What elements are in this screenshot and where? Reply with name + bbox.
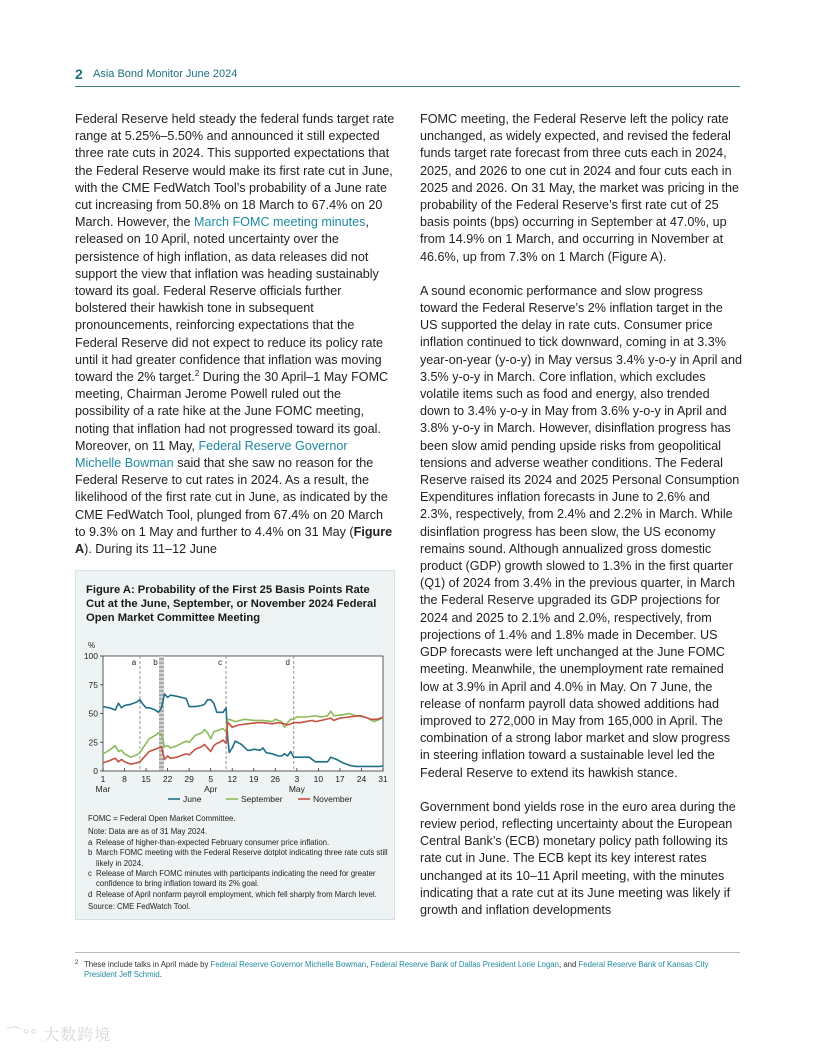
- marker-key: d: [88, 889, 93, 899]
- footnote: [75, 960, 740, 980]
- abbrev-note: FOMC = Federal Open Market Committee.: [88, 814, 236, 823]
- x-month-label: Apr: [204, 784, 218, 794]
- marker-text: March FOMC meeting with the Federal Reserve dotplot indicating three rate cuts still likely in 2024.: [96, 848, 388, 868]
- right-column: [420, 111, 742, 936]
- x-tick-label: 3: [294, 774, 300, 784]
- y-tick-label: 0: [93, 766, 98, 776]
- marker-key: b: [88, 848, 93, 858]
- x-tick-label: 12: [227, 774, 237, 784]
- page-number: 2: [75, 66, 83, 82]
- text-run: , released on 10 April, noted uncertainty over the persistence of high inflation, as data releases did not support the view that inflation was heading sustainably toward its goal. Federal Reserve officials further bolstered their hawkish tone in subsequent pronouncements, reinforcing expectations that the Federal Reserve did not expect to reduce its policy rate until it had greater confidence that inflation was moving toward the 2% target.: [75, 215, 384, 385]
- left-column: [75, 111, 395, 575]
- x-tick-label: 10: [313, 774, 324, 784]
- watermark-logo: [6, 1022, 111, 1045]
- x-tick-label: 22: [162, 774, 173, 784]
- left-paragraph: [75, 111, 395, 558]
- text-run: ,: [366, 960, 371, 969]
- footnote-link-bowman[interactable]: Federal Reserve Governor Michelle Bowman: [210, 960, 367, 969]
- event-label-d: d: [285, 658, 290, 667]
- marker-text: Release of higher-than-expected February consumer price inflation.: [96, 837, 330, 847]
- figure-ref: Figure A: [75, 524, 393, 557]
- x-tick-label: 19: [249, 774, 259, 784]
- y-tick-label: 50: [88, 708, 98, 719]
- x-month-label: Mar: [95, 784, 111, 794]
- x-tick-label: 15: [141, 774, 151, 784]
- event-label-c: c: [218, 658, 223, 667]
- footnote-mark: 2: [75, 960, 79, 966]
- y-tick-label: 25: [88, 737, 98, 748]
- running-title: Asia Bond Monitor June 2024: [93, 68, 238, 80]
- marker-note-d: [88, 890, 388, 900]
- x-tick-label: 24: [356, 774, 367, 784]
- marker-key: a: [88, 837, 93, 847]
- y-tick-label: 100: [83, 651, 98, 661]
- marker-notes: [88, 838, 388, 900]
- text-run: said that she saw no reason for the Federal Reserve to cut rates in 2024. As a result, the likelihood of the first rate cut in June, as indicated by the CME FedWatch Tool, plunged from 67.4% on 20 March to 9.3% on 1 May and further to 4.4% on 31 May (: [75, 456, 388, 539]
- watermark-text: 大数跨境: [43, 1027, 112, 1044]
- marker-note-a: [88, 838, 388, 848]
- source-note: Source: CME FedWatch Tool.: [88, 902, 191, 912]
- x-tick-label: 17: [335, 774, 345, 784]
- text-run: Federal Reserve held steady the federal funds target rate range at 5.25%–5.50% and announced it still expected three rate cuts in 2024. This supported expectations that the Federal Reserve would make its first rate cut in June, with the CME FedWatch Tool’s probability of a June rate cut increasing from 50.8% on 18 March to 67.4% on 20 March. However, the: [75, 112, 395, 230]
- footnote-divider: [75, 952, 740, 953]
- footnote-ref[interactable]: 2: [194, 368, 200, 378]
- marker-text: Release of April nonfarm payroll employment, which fell sharply from March level.: [96, 889, 377, 899]
- x-month-label: May: [288, 784, 305, 794]
- line-chart: [76, 631, 396, 811]
- marker-note-c: [88, 869, 388, 890]
- text-run: These include talks in April made by: [84, 960, 211, 969]
- right-paragraph-1: FOMC meeting, the Federal Reserve left the policy rate unchanged, as widely expected, and revised the federal funds target rate forecast from three cuts each in 2024, 2025, and 2026 to one cut in 2024 and four cuts each in 2025 and 2026. On 31 May, the market was pricing in the probability of the Federal Reserve’s first rate cut of 25 basis points (bps) occurring in September at 47.0%, up from 14.9% on 1 March, and occurring in November at 46.6%, up from 7.3% on 1 March (Figure A).: [420, 112, 739, 264]
- x-tick-label: 5: [208, 774, 214, 784]
- figure-title: Figure A: Probability of the First 25 Basis Points Rate Cut at the June, September, or November 2024 Federal Open Market Committee Meeting: [86, 584, 377, 624]
- footnote-text: [84, 960, 740, 980]
- footnote-link-schmid[interactable]: Federal Reserve Bank of Kansas City President Jeff Schmid: [84, 960, 709, 979]
- watermark-icon: ⌒°°: [6, 1027, 38, 1044]
- y-tick-label: 75: [88, 679, 98, 690]
- x-tick-label: 26: [270, 774, 281, 784]
- legend-label-september: September: [241, 794, 283, 804]
- link-march-fomc-minutes[interactable]: March FOMC meeting minutes: [194, 215, 366, 230]
- marker-note-b: [88, 848, 388, 869]
- right-paragraph-2: A sound economic performance and slow progress toward the Federal Reserve’s 2% inflation target in the US supported the delay in rate cuts. Consumer price inflation continued to tick downward, coming in at 3.3% year-on-year (y-o-y) in May versus 3.4% y-o-y in April and 3.5% y-o-y in March. Core inflation, which excludes volatile items such as food and energy, also trended down to 3.4% y-o-y in May from 3.6% y-o-y in April and 3.8% y-o-y in March. However, disinflation progress has been slow amid pending upside risks from geopolitical tensions and adverse weather conditions. The Federal Reserve raised its 2024 and 2025 Personal Consumption Expenditures inflation forecasts in June to 2.6% and 2.3%, respectively, from 2.4% and 2.2% in March. While disinflation progress has been slow, the US economy remains sound. Although annualized gross domestic product (GDP) growth slowed to 1.3% in the first quarter (Q1) of 2024 from 3.4% in the previous quarter, in March the Federal Reserve upgraded its GDP projections for 2024 and 2025 to 2.1% and 2.0%, respectively, from projections of 1.4% and 1.8% made in December. US GDP forecasts were left unchanged at the June FOMC meeting. Meanwhile, the unemployment rate remained low at 3.9% in April and 4.0% in May. On 7 June, the release of nonfarm payroll data showed additions had improved to 272,000 in May from 165,000 in April. The combination of a strong labor market and slow progress in steering inflation toward a sustainable level led the Federal Reserve to extend its hawkish stance.: [420, 283, 742, 780]
- x-tick-label: 1: [100, 774, 106, 784]
- plot-area: [103, 656, 383, 771]
- data-note: Note: Data are as of 31 May 2024.: [88, 827, 208, 837]
- legend-label-june: June: [183, 794, 202, 804]
- x-tick-label: 31: [378, 774, 388, 784]
- legend-label-november: November: [313, 794, 353, 804]
- y-axis-label: %: [88, 641, 96, 650]
- link-bowman[interactable]: Federal Reserve Governor Michelle Bowman: [75, 438, 348, 471]
- text-run: .: [159, 970, 162, 979]
- x-tick-label: 29: [184, 774, 194, 784]
- event-label-b: b: [153, 658, 158, 667]
- text-run: , and: [559, 960, 579, 969]
- figure-notes: [88, 814, 388, 913]
- event-label-a: a: [131, 658, 137, 667]
- footnote-link-logan[interactable]: Federal Reserve Bank of Dallas President Lorie Logan: [370, 960, 560, 969]
- x-tick-label: 8: [122, 774, 127, 784]
- marker-key: c: [88, 869, 92, 879]
- right-paragraph-3: Government bond yields rose in the euro area during the review period, reflecting uncertainty about the European Central Bank’s (ECB) monetary policy path following its rate cut in June. The ECB kept its key interest rates unchanged at its 10–11 April meeting, with the minutes indicating that a rate cut at its June meeting was likely if growth and inflation developments: [420, 799, 736, 917]
- text-run: During the 30 April–1 May FOMC meeting, Chairman Jerome Powell ruled out the possibility of a rate hike at the June FOMC meeting, noting that inflation had not progressed toward its goal. Moreover, on 11 May,: [75, 370, 389, 453]
- text-run: ). During its 11–12 June: [84, 542, 217, 557]
- page-header: [75, 66, 740, 87]
- marker-text: Release of March FOMC minutes with participants indicating the need for greater confidence to bring inflation toward its 2% goal.: [96, 869, 376, 889]
- figure-a: [75, 570, 395, 920]
